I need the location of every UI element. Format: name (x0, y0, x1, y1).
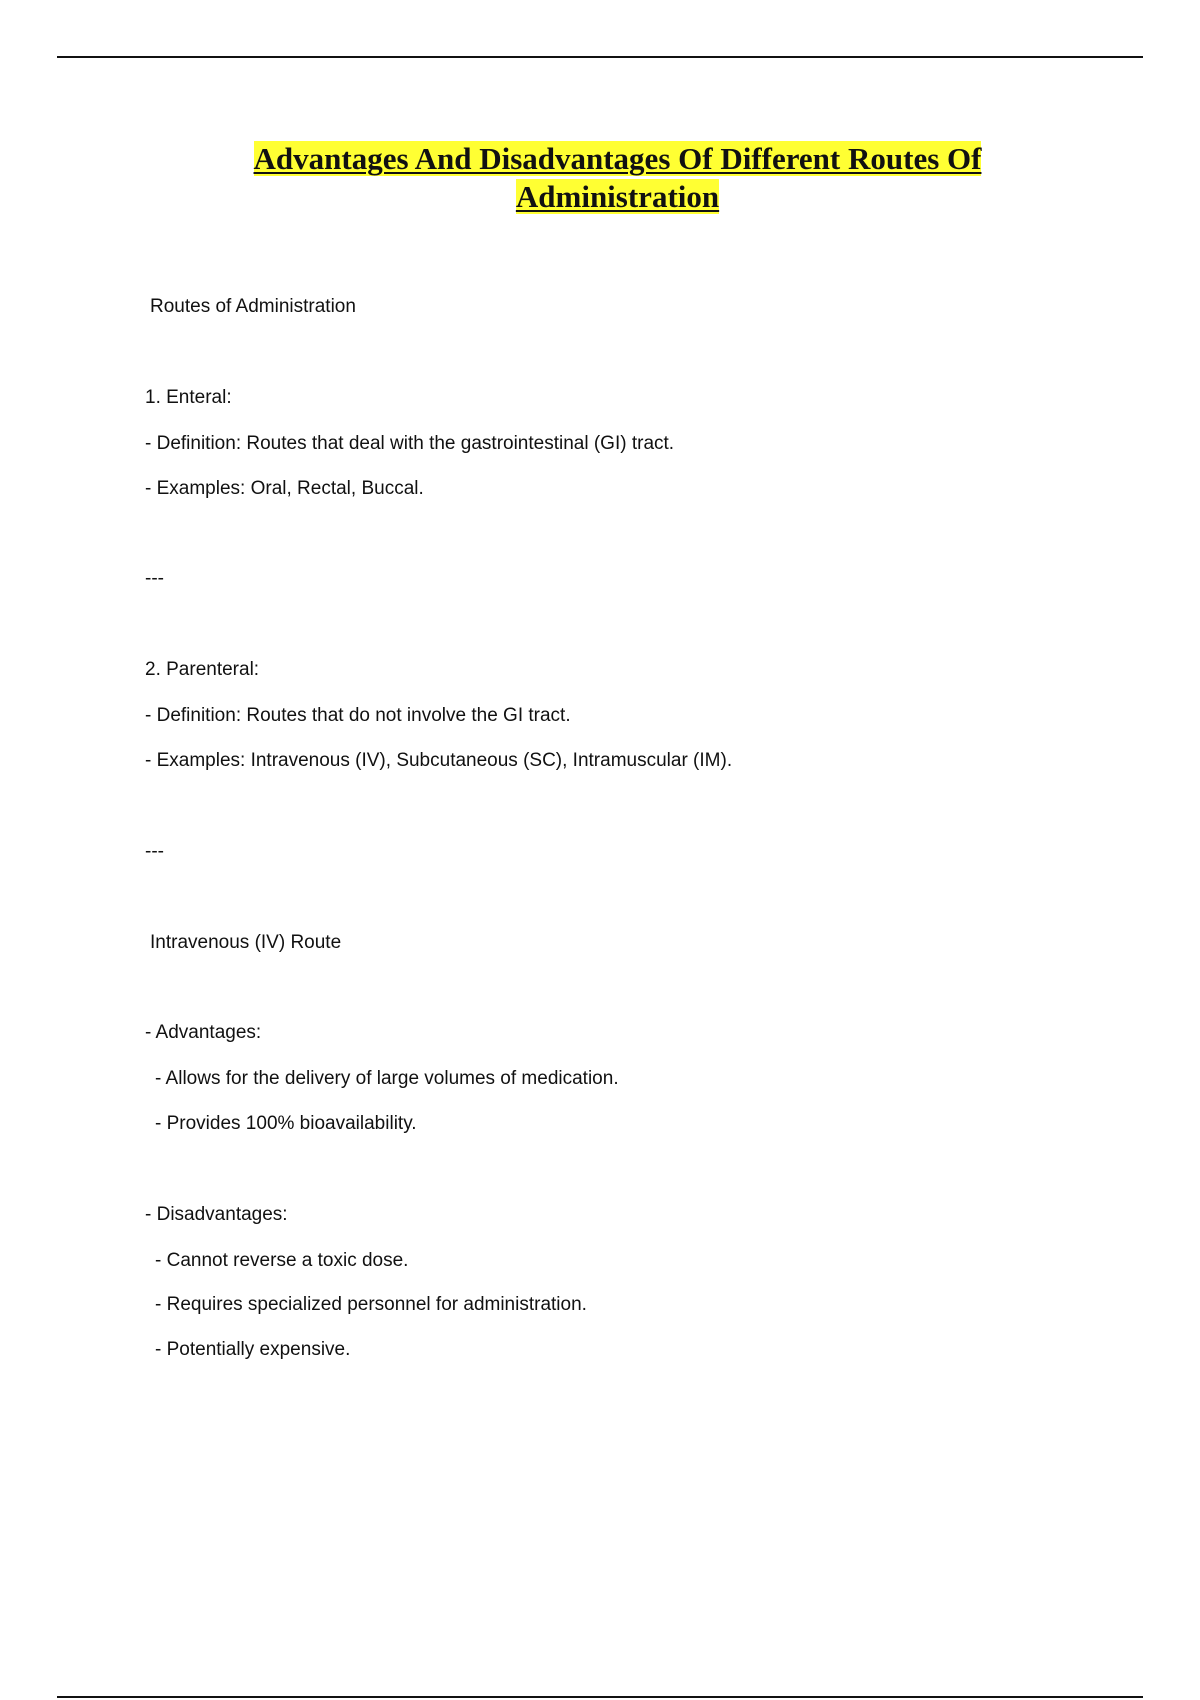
advantage-item: - Allows for the delivery of large volumes of medication. (155, 1068, 619, 1089)
enteral-definition: - Definition: Routes that deal with the gastrointestinal (GI) tract. (145, 433, 675, 454)
parenteral-definition: - Definition: Routes that do not involve the GI tract. (145, 705, 571, 726)
section-heading-iv-route: Intravenous (IV) Route (150, 932, 342, 953)
advantages-heading: - Advantages: (145, 1022, 262, 1043)
disadvantage-item: - Requires specialized personnel for administration. (155, 1294, 587, 1315)
enteral-heading: 1. Enteral: (145, 387, 232, 408)
footer-rule (57, 1696, 1143, 1698)
section-heading-routes: Routes of Administration (150, 296, 356, 317)
advantage-item: - Provides 100% bioavailability. (155, 1113, 417, 1134)
disadvantages-heading: - Disadvantages: (145, 1204, 288, 1225)
title-line-2: Administration (515, 179, 720, 214)
parenteral-heading: 2. Parenteral: (145, 659, 260, 680)
disadvantage-item: - Potentially expensive. (155, 1339, 351, 1360)
separator: --- (145, 568, 164, 589)
title-line-1: Advantages And Disadvantages Of Different Routes Of (253, 141, 982, 176)
disadvantage-item: - Cannot reverse a toxic dose. (155, 1250, 409, 1271)
enteral-examples: - Examples: Oral, Rectal, Buccal. (145, 478, 424, 499)
parenteral-examples: - Examples: Intravenous (IV), Subcutaneous (SC), Intramuscular (IM). (145, 750, 733, 771)
separator: --- (145, 841, 164, 862)
document-title (140, 140, 1095, 216)
header-rule (57, 56, 1143, 58)
